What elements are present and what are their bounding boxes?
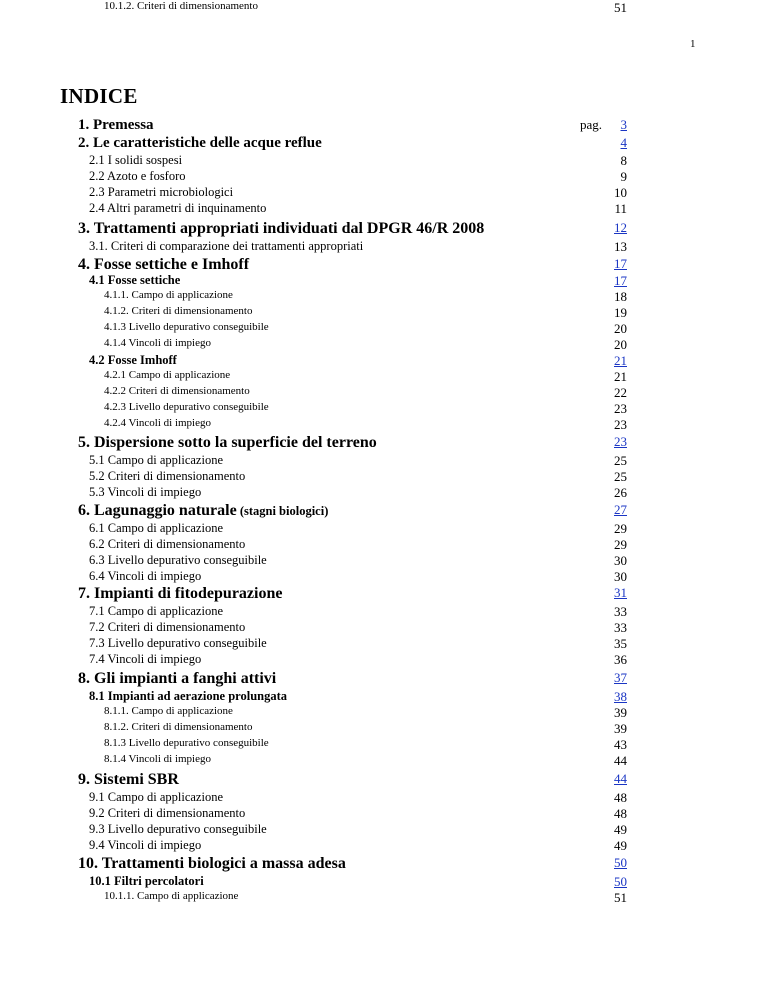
toc-entry-title: 8.1.1. Campo di applicazione xyxy=(104,705,233,717)
toc-page-link[interactable]: 21 xyxy=(614,353,627,368)
toc-page-number: 51 xyxy=(614,0,627,15)
toc-entry-title: 7. Impianti di fitodepurazione xyxy=(78,585,283,602)
toc-entry-title: 4.1.3 Livello depurativo conseguibile xyxy=(104,321,269,333)
toc-entry-title: 8.1 Impianti ad aerazione prolungata xyxy=(89,689,288,703)
toc-entry-title: 6.4 Vincoli di impiego xyxy=(89,569,202,583)
toc-page-number: 19 xyxy=(614,305,627,320)
toc-entry-title: 4. Fosse settiche e Imhoff xyxy=(78,256,250,273)
toc-entry-title: 8.1.2. Criteri di dimensionamento xyxy=(104,721,253,733)
toc-page-number: 33 xyxy=(614,620,627,635)
toc-entry-title: 5.2 Criteri di dimensionamento xyxy=(89,469,246,483)
toc-page-number: 39 xyxy=(614,705,627,720)
toc-entry-title: 9.2 Criteri di dimensionamento xyxy=(89,806,246,820)
toc-page-number: 30 xyxy=(614,553,627,568)
toc-entry-title: 4.1.4 Vincoli di impiego xyxy=(104,337,211,349)
toc-entry-title: 7.1 Campo di applicazione xyxy=(89,604,223,618)
toc-page-number: 23 xyxy=(614,417,627,432)
toc-page-link[interactable]: 31 xyxy=(614,585,627,600)
toc-page-link[interactable]: 17 xyxy=(614,273,627,288)
toc-entry-title: 3. Trattamenti appropriati individuati dal DPGR 46/R 2008 xyxy=(78,220,485,237)
toc-entry-title: 6.3 Livello depurativo conseguibile xyxy=(89,553,267,567)
toc-entry-title: 4.1.2. Criteri di dimensionamento xyxy=(104,305,253,317)
toc-page-number: 10 xyxy=(614,185,627,200)
toc-entry-title: 2.3 Parametri microbiologici xyxy=(89,185,234,199)
toc-entry-title: 8.1.4 Vincoli di impiego xyxy=(104,753,211,765)
toc-page-link[interactable]: 37 xyxy=(614,670,627,685)
toc-entry-title: 7.2 Criteri di dimensionamento xyxy=(89,620,246,634)
toc-entry-title: 1. Premessa xyxy=(78,117,154,133)
toc-page-number: 33 xyxy=(614,604,627,619)
toc-page-link[interactable]: 50 xyxy=(614,874,627,889)
toc-entry-title: 3.1. Criteri di comparazione dei trattamenti appropriati xyxy=(89,239,364,253)
toc-page-number: 48 xyxy=(614,806,627,821)
toc-entry-title: 4.2.4 Vincoli di impiego xyxy=(104,417,211,429)
toc-entry-title: 7.4 Vincoli di impiego xyxy=(89,652,202,666)
toc-page-number: 49 xyxy=(614,822,627,837)
toc-page-link[interactable]: 4 xyxy=(620,135,627,150)
toc-entry-title: 5.3 Vincoli di impiego xyxy=(89,485,202,499)
toc-entry-title: 6.1 Campo di applicazione xyxy=(89,521,223,535)
toc-entry-title: 6.2 Criteri di dimensionamento xyxy=(89,537,246,551)
toc-entry-title: 9.3 Livello depurativo conseguibile xyxy=(89,822,267,836)
page-title: INDICE xyxy=(60,84,138,108)
toc-page-number: 25 xyxy=(614,469,627,484)
toc-page-number: 9 xyxy=(620,169,627,184)
toc-entry-title: 4.1.1. Campo di applicazione xyxy=(104,289,233,301)
toc-entry-title: 5. Dispersione sotto la superficie del terreno xyxy=(78,434,377,451)
toc-page-number: 44 xyxy=(614,753,627,768)
toc-page-number: 29 xyxy=(614,537,627,552)
toc-page-number: 20 xyxy=(614,337,627,352)
toc-entry-title: 10.1.1. Campo di applicazione xyxy=(104,890,239,902)
toc-page-number: 23 xyxy=(614,401,627,416)
toc-page-link[interactable]: 38 xyxy=(614,689,627,704)
toc-entry-title: 2.2 Azoto e fosforo xyxy=(89,169,186,183)
toc-page-number: 51 xyxy=(614,890,627,905)
toc-page-number: 11 xyxy=(614,201,627,216)
toc-entry-title: 2.4 Altri parametri di inquinamento xyxy=(89,201,267,215)
toc-page-number: 8 xyxy=(620,153,627,168)
toc-page-number: 22 xyxy=(614,385,627,400)
toc-page-number: 48 xyxy=(614,790,627,805)
toc-page-number: 21 xyxy=(614,369,627,384)
toc-page-link[interactable]: 44 xyxy=(614,771,627,786)
toc-page-number: 29 xyxy=(614,521,627,536)
toc-entry-title: 4.2.3 Livello depurativo conseguibile xyxy=(104,401,269,413)
pag-label: pag. xyxy=(580,117,603,132)
toc-entry-title: 8. Gli impianti a fanghi attivi xyxy=(78,670,277,687)
toc-entry-title: 4.2.2 Criteri di dimensionamento xyxy=(104,385,250,397)
toc-entry-title: 10.1 Filtri percolatori xyxy=(89,874,204,888)
toc-entry-title: 10.1.2. Criteri di dimensionamento xyxy=(104,0,258,12)
toc-page-number: 35 xyxy=(614,636,627,651)
toc-entry-subtitle: (stagni biologici) xyxy=(236,504,329,518)
toc-page-link[interactable]: 27 xyxy=(614,502,627,517)
toc-page-number: 39 xyxy=(614,721,627,736)
toc-entry-title: 2.1 I solidi sospesi xyxy=(89,153,183,167)
toc-page-link[interactable]: 23 xyxy=(614,434,627,449)
toc-entry-title: 6. Lagunaggio naturale (stagni biologici) xyxy=(78,502,329,519)
toc-page-link[interactable]: 12 xyxy=(614,220,627,235)
toc-page-link[interactable]: 3 xyxy=(620,117,627,132)
toc-entry-title: 4.1 Fosse settiche xyxy=(89,273,181,287)
toc-entry-title: 8.1.3 Livello depurativo conseguibile xyxy=(104,737,269,749)
toc-entry-title: 9.4 Vincoli di impiego xyxy=(89,838,202,852)
toc-page-number: 25 xyxy=(614,453,627,468)
toc-page-number: 36 xyxy=(614,652,627,667)
toc-page-number: 26 xyxy=(614,485,627,500)
toc-page-number: 30 xyxy=(614,569,627,584)
toc-page-number: 13 xyxy=(614,239,627,254)
page-number: 1 xyxy=(690,38,696,50)
toc-entry-title: 7.3 Livello depurativo conseguibile xyxy=(89,636,267,650)
toc-page-number: 20 xyxy=(614,321,627,336)
toc-entry-title: 9. Sistemi SBR xyxy=(78,771,179,788)
toc-entry-title: 4.2.1 Campo di applicazione xyxy=(104,369,231,381)
toc-page-number: 43 xyxy=(614,737,627,752)
toc-entry-title: 9.1 Campo di applicazione xyxy=(89,790,223,804)
toc-entry-title: 2. Le caratteristiche delle acque reflue xyxy=(78,135,322,151)
toc-page-number: 49 xyxy=(614,838,627,853)
toc-page-link[interactable]: 50 xyxy=(614,855,627,870)
toc-page-number: 18 xyxy=(614,289,627,304)
toc-entry-title: 5.1 Campo di applicazione xyxy=(89,453,223,467)
toc-entry-title: 10. Trattamenti biologici a massa adesa xyxy=(78,855,346,872)
toc-page-link[interactable]: 17 xyxy=(614,256,627,271)
toc-entry-title: 4.2 Fosse Imhoff xyxy=(89,353,177,367)
